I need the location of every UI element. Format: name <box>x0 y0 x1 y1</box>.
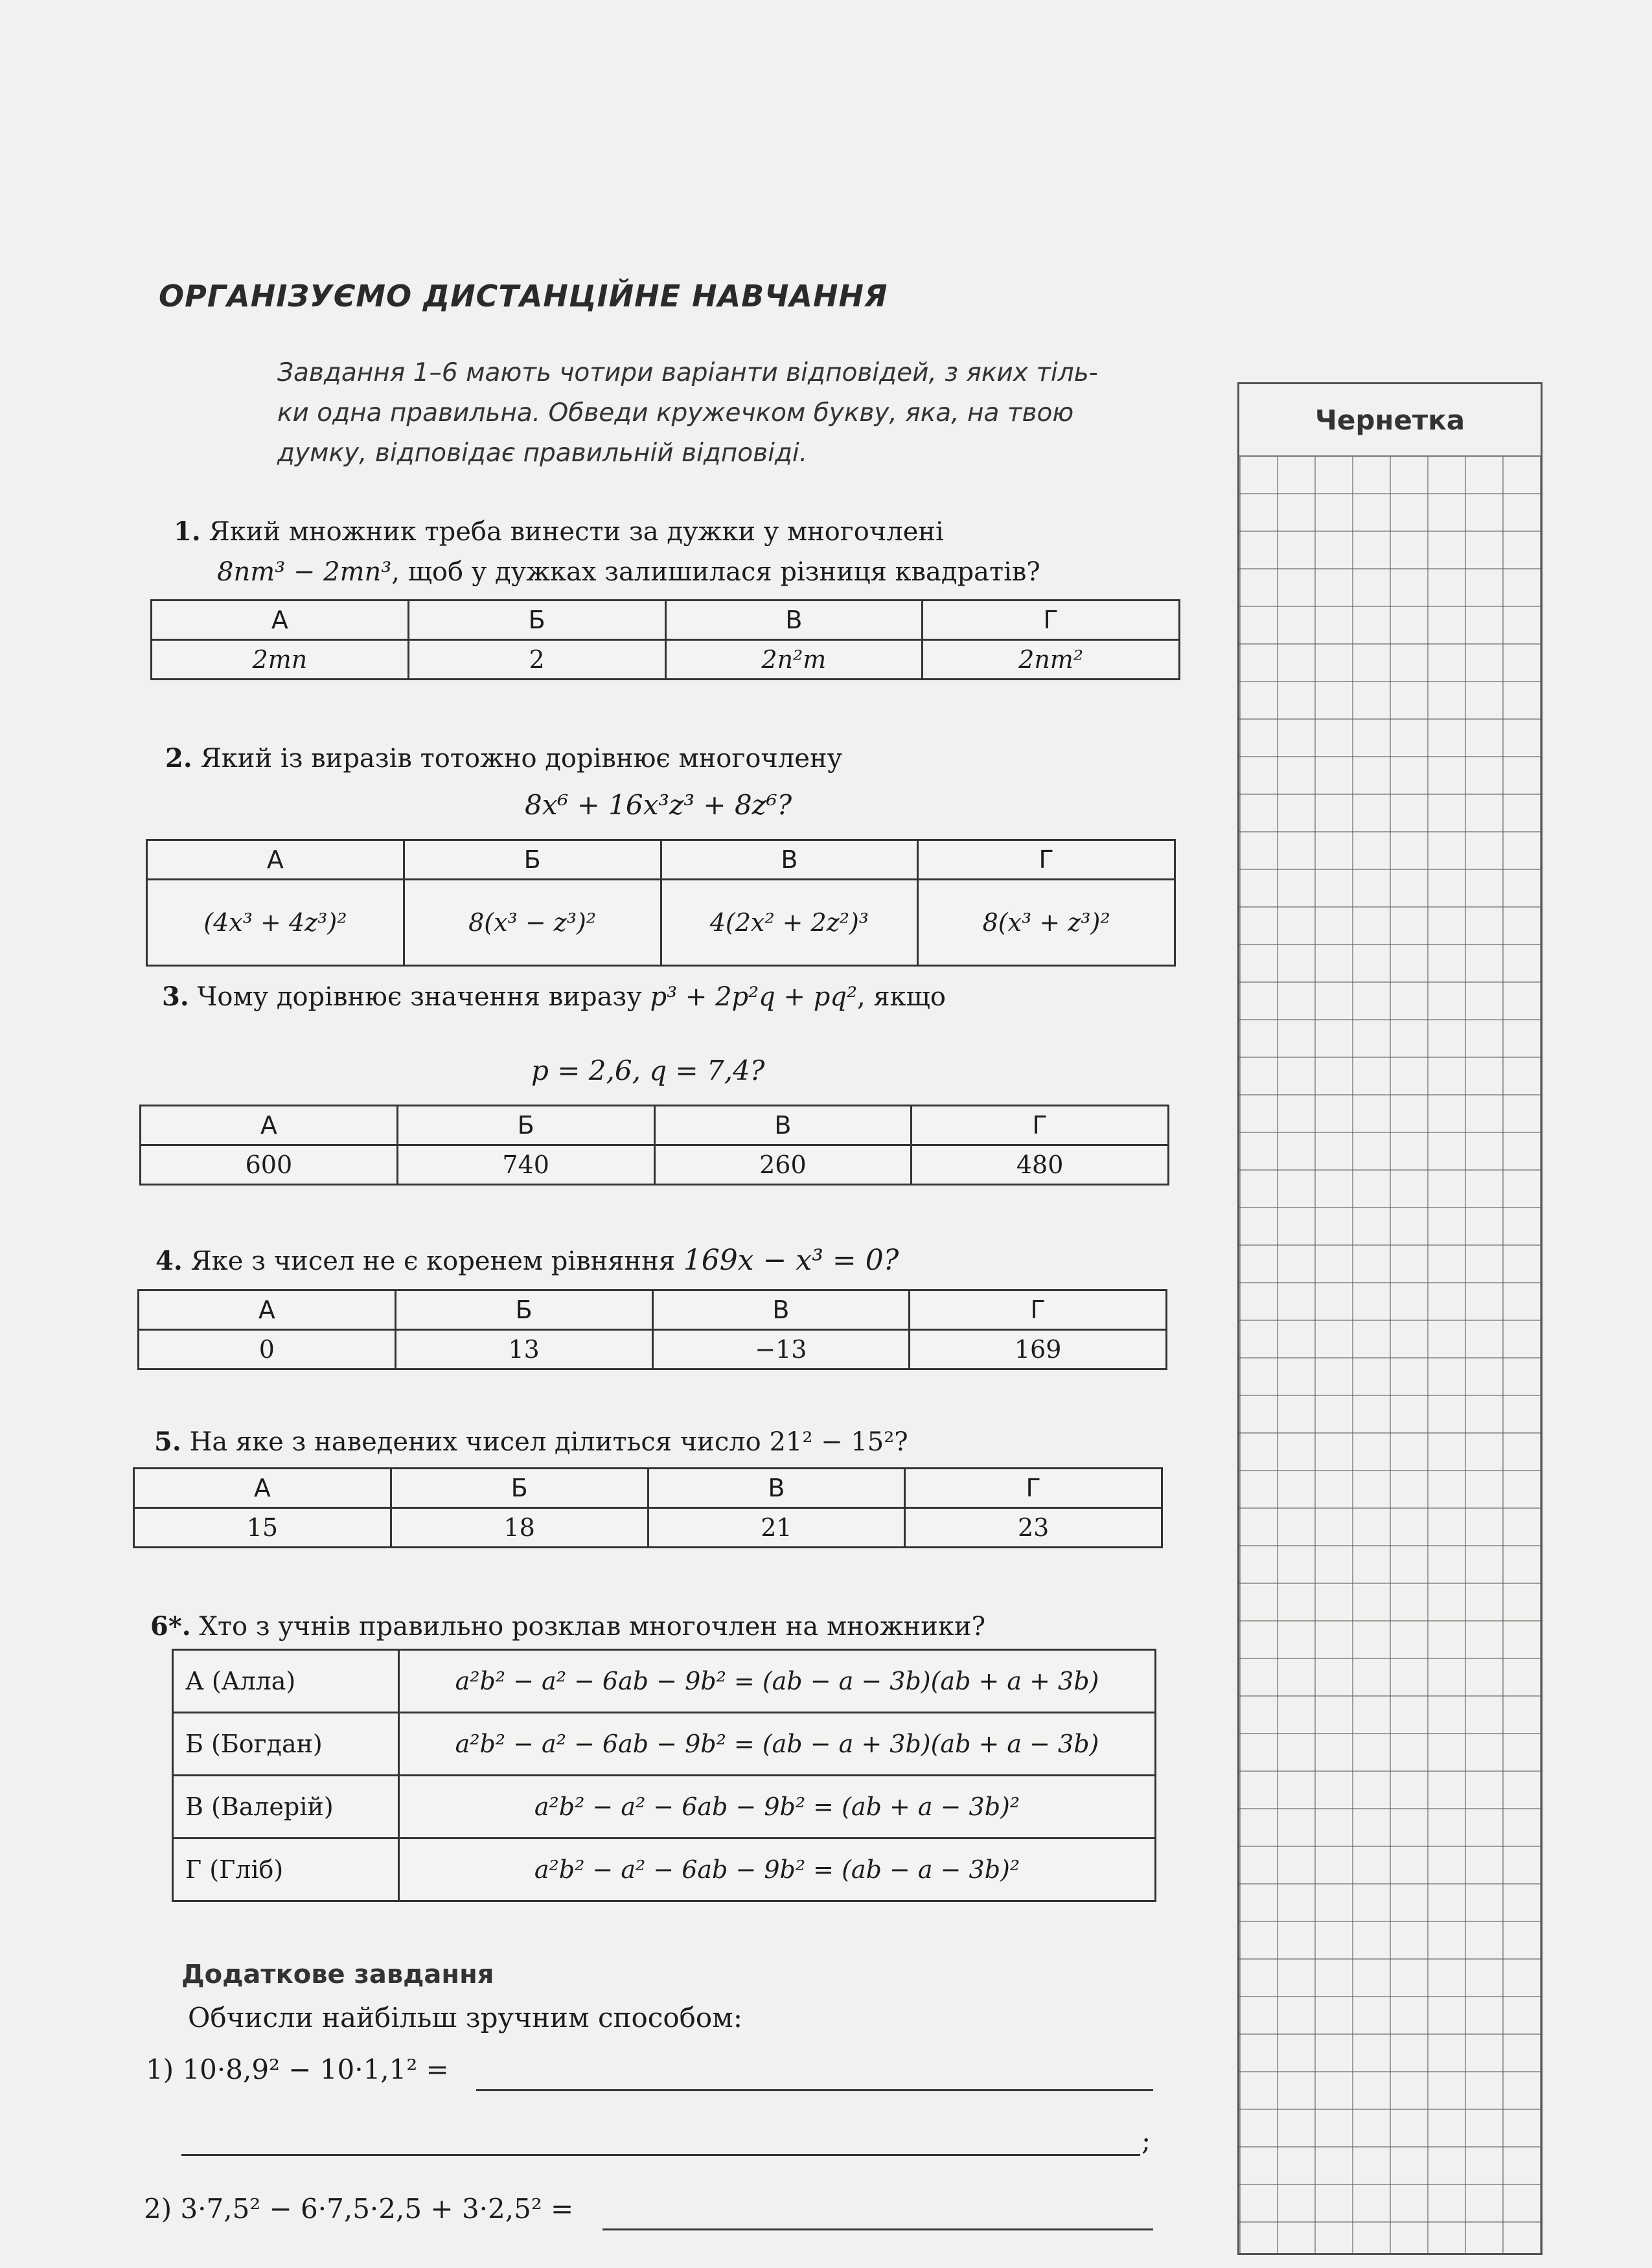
student-option-g[interactable]: Г (Гліб) <box>173 1838 399 1901</box>
answer-line[interactable] <box>181 2154 1140 2156</box>
question-1-line2 <box>217 552 1040 592</box>
student-answer: a²b² − a² − 6ab − 9b² = (ab + a − 3b)² <box>399 1776 1156 1838</box>
answer-b[interactable]: 8(x³ − z³)² <box>404 880 661 966</box>
option-letter: А <box>134 1469 391 1508</box>
question-number: 4. <box>155 1246 183 1276</box>
answer-table-1 <box>150 599 1180 680</box>
question-text: Яке з чисел не є коренем рівняння <box>190 1246 676 1276</box>
option-letter: Г <box>918 840 1175 880</box>
question-number: 5. <box>154 1426 181 1457</box>
option-letter: Г <box>910 1290 1167 1330</box>
instructions <box>277 353 1178 474</box>
answer-table-5 <box>133 1467 1163 1548</box>
student-option-a[interactable]: А (Алла) <box>173 1650 399 1713</box>
answer-v[interactable]: 4(2x² + 2z²)³ <box>661 880 918 966</box>
option-letter: В <box>648 1469 905 1508</box>
answer-g[interactable]: 480 <box>912 1145 1169 1185</box>
expression: p³ + 2p²q + pq² <box>650 982 857 1012</box>
instruction-line: ки одна правильна. Обведи кружечком букву, яка, на твою <box>277 398 1074 428</box>
equation: 169x − x³ = 0? <box>683 1244 899 1277</box>
instruction-line: думку, відповідає правильній відповіді. <box>277 439 808 468</box>
answer-a[interactable]: 15 <box>134 1508 391 1548</box>
option-letter: А <box>152 601 409 640</box>
question-text: Чому дорівнює значення виразу <box>197 982 642 1012</box>
answer-g[interactable]: 169 <box>910 1330 1167 1369</box>
answer-table-3 <box>139 1105 1169 1186</box>
option-letter: А <box>141 1106 398 1145</box>
extra-task-text: Обчисли найбільш зручним способом: <box>188 2002 742 2033</box>
option-letter: В <box>665 601 923 640</box>
page-heading: ОРГАНІЗУЄМО ДИСТАНЦІЙНЕ НАВЧАННЯ <box>159 279 888 314</box>
option-letter: А <box>139 1290 396 1330</box>
question-text-end: , якщо <box>856 982 946 1012</box>
item-1-end: ; <box>1141 2125 1151 2157</box>
question-number: 1. <box>174 516 201 547</box>
draft-grid[interactable] <box>1237 382 1543 2255</box>
answer-a[interactable]: 2mn <box>152 640 409 680</box>
answer-v[interactable]: 2n²m <box>665 640 923 680</box>
option-letter: В <box>661 840 918 880</box>
answer-g[interactable]: 8(x³ + z³)² <box>918 880 1175 966</box>
option-letter: Г <box>905 1469 1162 1508</box>
student-answer: a²b² − a² − 6ab − 9b² = (ab − a − 3b)² <box>399 1838 1156 1901</box>
option-letter: Б <box>408 601 665 640</box>
option-letter: В <box>654 1106 912 1145</box>
answer-a[interactable]: 0 <box>139 1330 396 1369</box>
question-text: Хто з учнів правильно розклав многочлен на множники? <box>199 1612 986 1642</box>
expression: 21² − 15²? <box>769 1427 908 1457</box>
option-letter: Б <box>395 1290 652 1330</box>
question-number: 3. <box>162 981 189 1012</box>
answer-v[interactable]: 260 <box>654 1145 912 1185</box>
extra-item-1: 1) 10·8,9² − 10·1,1² = <box>146 2054 449 2085</box>
question-5 <box>154 1422 908 1462</box>
question-3-condition: p = 2,6, q = 7,4? <box>531 1055 765 1086</box>
question-number: 6*. <box>150 1611 191 1642</box>
answer-table-4 <box>137 1289 1167 1370</box>
answer-line[interactable] <box>602 2228 1153 2230</box>
answer-g[interactable]: 2nm² <box>923 640 1180 680</box>
question-4 <box>155 1241 899 1281</box>
extra-task-title: Додаткове завдання <box>181 1960 494 1989</box>
student-option-b[interactable]: Б (Богдан) <box>173 1713 399 1776</box>
question-2-polynomial: 8x⁶ + 16x³z³ + 8z⁶? <box>525 789 792 821</box>
answer-b[interactable]: 13 <box>395 1330 652 1369</box>
question-3 <box>162 977 946 1017</box>
option-letter: В <box>652 1290 910 1330</box>
extra-item-2: 2) 3·7,5² − 6·7,5·2,5 + 3·2,5² = <box>144 2193 574 2225</box>
answer-a[interactable]: 600 <box>141 1145 398 1185</box>
student-answer: a²b² − a² − 6ab − 9b² = (ab − a − 3b)(ab + a + 3b) <box>399 1650 1156 1713</box>
answer-b[interactable]: 740 <box>397 1145 654 1185</box>
option-letter: А <box>147 840 404 880</box>
answer-table-2 <box>146 839 1176 967</box>
answer-a[interactable]: (4x³ + 4z³)² <box>147 880 404 966</box>
question-text: , щоб у дужках залишилася різниця квадратів? <box>391 557 1040 587</box>
student-option-v[interactable]: В (Валерій) <box>173 1776 399 1838</box>
question-number: 2. <box>165 743 192 773</box>
draft-title: Чернетка <box>1239 384 1541 457</box>
option-letter: Б <box>397 1106 654 1145</box>
option-letter: Б <box>404 840 661 880</box>
answer-b[interactable]: 18 <box>391 1508 648 1548</box>
students-table <box>172 1649 1156 1902</box>
student-answer: a²b² − a² − 6ab − 9b² = (ab − a + 3b)(ab + a − 3b) <box>399 1713 1156 1776</box>
answer-b[interactable]: 2 <box>408 640 665 680</box>
question-text: Який множник треба винести за дужки у многочлені <box>209 517 944 547</box>
answer-v[interactable]: −13 <box>652 1330 910 1369</box>
question-text: Який із виразів тотожно дорівнює многочлену <box>200 744 843 773</box>
instruction-line: Завдання 1–6 мають чотири варіанти відповідей, з яких тіль- <box>277 358 1098 387</box>
question-2 <box>165 739 842 779</box>
answer-v[interactable]: 21 <box>648 1508 905 1548</box>
question-6 <box>150 1607 985 1647</box>
option-letter: Г <box>912 1106 1169 1145</box>
question-1 <box>174 512 944 552</box>
option-letter: Г <box>923 601 1180 640</box>
question-text: На яке з наведених чисел ділиться число <box>189 1427 761 1457</box>
answer-g[interactable]: 23 <box>905 1508 1162 1548</box>
option-letter: Б <box>391 1469 648 1508</box>
polynomial: 8nm³ − 2mn³ <box>217 557 392 587</box>
answer-line[interactable] <box>476 2089 1153 2091</box>
